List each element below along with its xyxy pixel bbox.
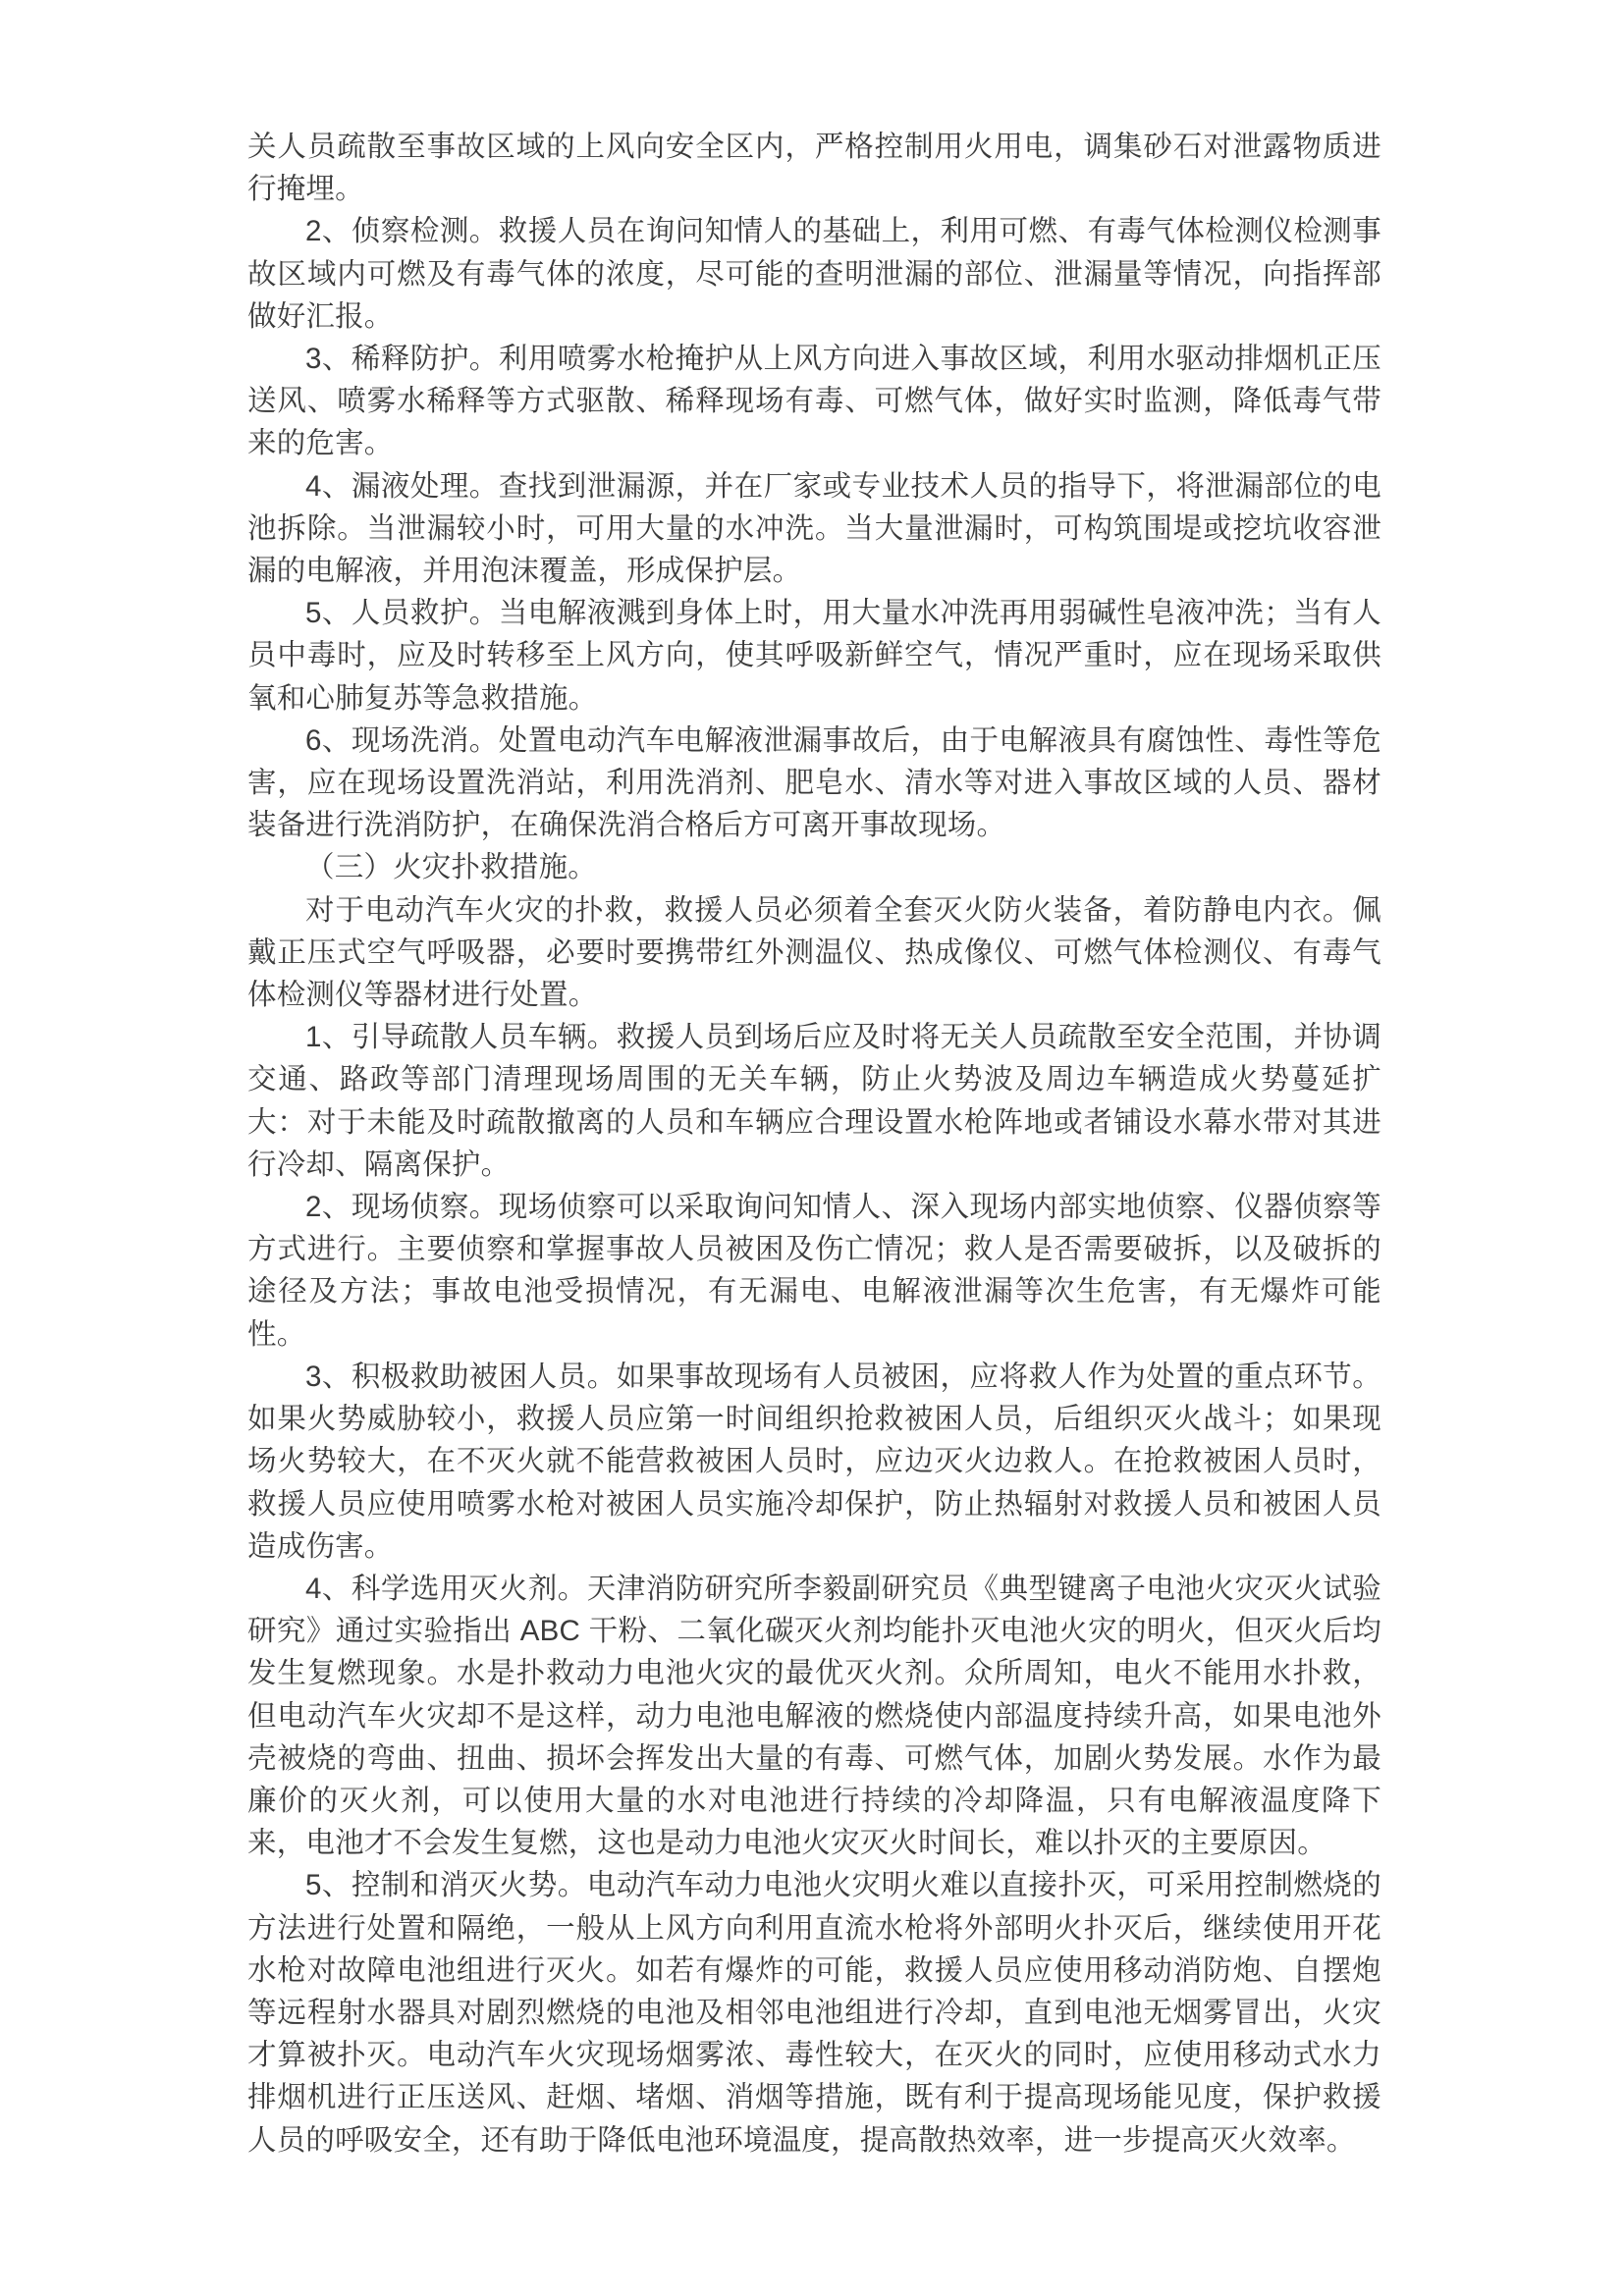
paragraph-item-4-leak-handling: 4、漏液处理。查找到泄漏源，并在厂家或专业技术人员的指导下，将泄漏部位的电池拆除。当泄漏较小时，可用大量的水冲洗。当大量泄漏时，可构筑围堤或挖坑收容泄漏的电解液，并用泡沫覆盖，形成保护层。 bbox=[247, 469, 1381, 588]
paragraph-fire-item-4-extinguishing-agent: 4、科学选用灭火剂。天津消防研究所李毅副研究员《典型键离子电池火灾灭火试验研究》通过实验指出 ABC 干粉、二氧化碳灭火剂均能扑灭电池火灾的明火，但灭火后均发生复燃现象。水是扑救动力电池火灾的最优灭火剂。众所周知，电火不能用水扑救，但电动汽车火灾却不是这样，动力电池电解液的燃烧使内部温度持续升高，如果电池外壳被烧的弯曲、扭曲、损坏会挥发出大量的有毒、可燃气体，加剧火势发展。水作为最廉价的灭火剂，可以使用大量的水对电池进行持续的冷却降温，只有电解液温度降下来，电池才不会发生复燃，这也是动力电池火灾灭火时间长，难以扑灭的主要原因。 bbox=[247, 1572, 1381, 1860]
paragraph-fire-item-1-guide-evacuation: 1、引导疏散人员车辆。救援人员到场后应及时将无关人员疏散至安全范围，并协调交通、路政等部门清理现场周围的无关车辆，防止火势波及周边车辆造成火势蔓延扩大：对于未能及时疏散撤离的人员和车辆应合理设置水枪阵地或者铺设水幕水带对其进行冷却、隔离保护。 bbox=[247, 1021, 1381, 1181]
paragraph-item-2-recon-detect: 2、侦察检测。救援人员在询问知情人的基础上，利用可燃、有毒气体检测仪检测事故区域内可燃及有毒气体的浓度，尽可能的查明泄漏的部位、泄漏量等情况，向指挥部做好汇报。 bbox=[247, 215, 1381, 333]
paragraph-fire-item-3-rescue-trapped: 3、积极救助被困人员。如果事故现场有人员被困，应将救人作为处置的重点环节。如果火势威胁较小，救援人员应第一时间组织抢救被困人员，后组织灭火战斗；如果现场火势较大，在不灭火就不能营救被困人员时，应边灭火边救人。在抢救被困人员时，救援人员应使用喷雾水枪对被困人员实施冷却保护，防止热辐射对救援人员和被困人员造成伤害。 bbox=[247, 1360, 1381, 1563]
paragraph-item-3-dilution-protection: 3、稀释防护。利用喷雾水枪掩护从上风方向进入事故区域，利用水驱动排烟机正压送风、喷雾水稀释等方式驱散、稀释现场有毒、可燃气体，做好实时监测，降低毒气带来的危害。 bbox=[247, 343, 1381, 460]
paragraph-fire-fighting-intro: 对于电动汽车火灾的扑救，救援人员必须着全套灭火防火装备，着防静电内衣。佩戴正压式空气呼吸器，必要时要携带红外测温仪、热成像仪、可燃气体检测仪、有毒气体检测仪等器材进行处置。 bbox=[247, 893, 1381, 1012]
paragraph-fire-item-2-site-recon: 2、现场侦察。现场侦察可以采取询问知情人、深入现场内部实地侦察、仪器侦察等方式进行。主要侦察和掌握事故人员被困及伤亡情况；救人是否需要破拆，以及破拆的途径及方法；事故电池受损情况，有无漏电、电解液泄漏等次生危害，有无爆炸可能性。 bbox=[247, 1191, 1381, 1351]
paragraph-fire-item-5-control-extinguish: 5、控制和消灭火势。电动汽车动力电池火灾明火难以直接扑灭，可采用控制燃烧的方法进行处置和隔绝，一般从上风方向利用直流水枪将外部明火扑灭后，继续使用开花水枪对故障电池组进行灭火。如若有爆炸的可能，救援人员应使用移动消防炮、自摆炮等远程射水器具对剧烈燃烧的电池及相邻电池组进行冷却，直到电池无烟雾冒出，火灾才算被扑灭。电动汽车火灾现场烟雾浓、毒性较大，在灭火的同时，应使用移动式水力排烟机进行正压送风、赶烟、堵烟、消烟等措施，既有利于提高现场能见度，保护救援人员的呼吸安全，还有助于降低电池环境温度，提高散热效率，进一步提高灭火效率。 bbox=[247, 1869, 1381, 2157]
paragraph-item-6-site-decontamination: 6、现场洗消。处置电动汽车电解液泄漏事故后，由于电解液具有腐蚀性、毒性等危害，应在现场设置洗消站，利用洗消剂、肥皂水、清水等对进入事故区域的人员、器材装备进行洗消防护，在确保洗消合格后方可离开事故现场。 bbox=[247, 723, 1381, 842]
paragraph-item-5-personnel-rescue: 5、人员救护。当电解液溅到身体上时，用大量水冲洗再用弱碱性皂液冲洗；当有人员中毒时，应及时转移至上风方向，使其呼吸新鲜空气，情况严重时，应在现场采取供氧和心肺复苏等急救措施。 bbox=[247, 597, 1381, 715]
paragraph-continued-evacuation: 关人员疏散至事故区域的上风向安全区内，严格控制用火用电，调集砂石对泄露物质进行掩埋。 bbox=[247, 131, 1381, 206]
heading-fire-fighting-measures: （三）火灾扑救措施。 bbox=[305, 851, 598, 884]
document-text-column bbox=[247, 126, 1381, 2162]
